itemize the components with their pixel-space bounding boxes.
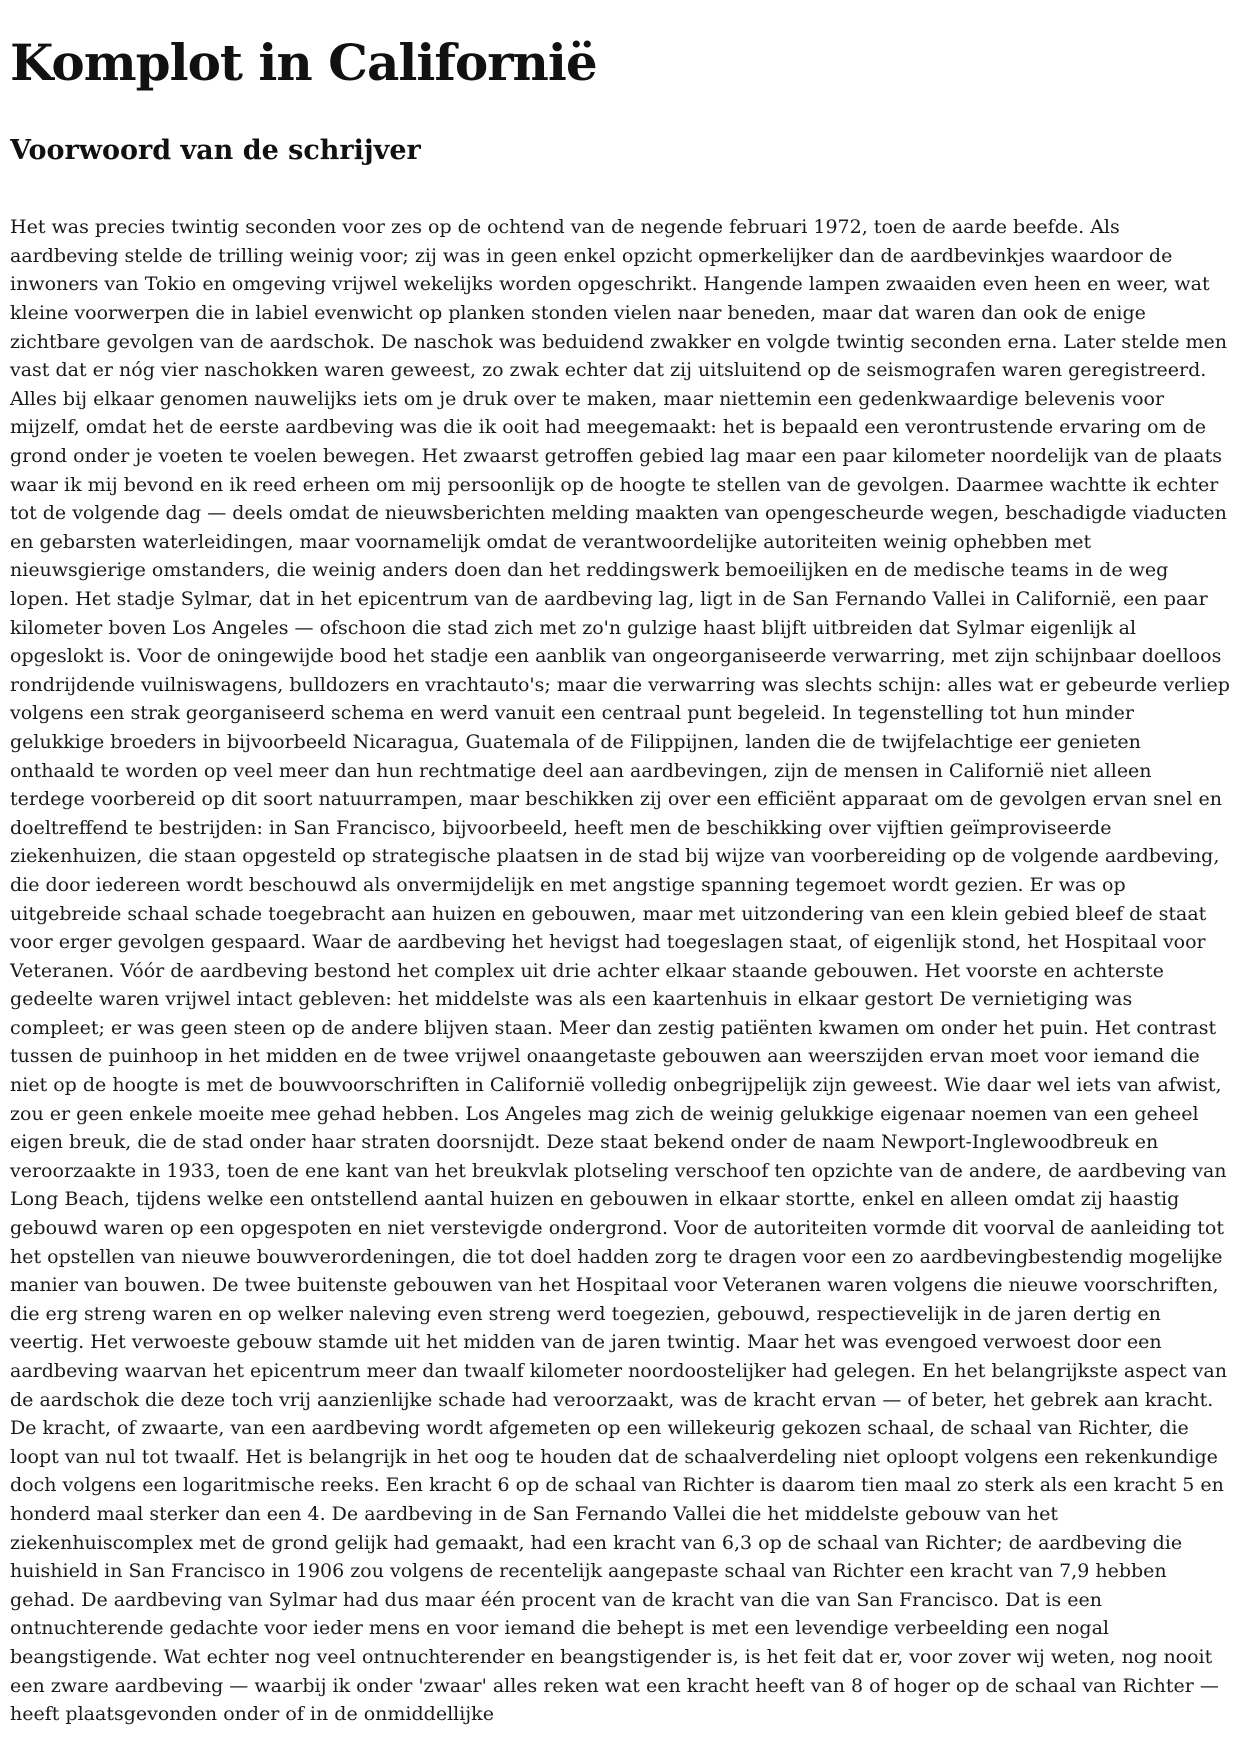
page-title: Komplot in Californië	[10, 33, 597, 92]
body-paragraph: Het was precies twintig seconden voor zes op de ochtend van de negende februari 1972, toen de aarde beefde. Als aardbeving stelde de trilling weinig voor; zij was in geen enkel opzicht opmerkelijker dan de aardbevinkjes waardoor de inwoners van Tokio en omgeving vrijwel wekelijks worden opgeschrikt. Hangende lampen zwaaiden even heen en weer, wat kleine voorwerpen die in labiel evenwicht op planken stonden vielen naar beneden, maar dat waren dan ook de enige zichtbare gevolgen van de aardschok. De naschok was beduidend zwakker en volgde twintig seconden erna. Later stelde men vast dat er nóg vier naschokken waren geweest, zo zwak echter dat zij uitsluitend op de seismografen waren geregistreerd. Alles bij elkaar genomen nauwelijks iets om je druk over te maken, maar niettemin een gedenkwaardige belevenis voor mijzelf, omdat het de eerste aardbeving was die ik ooit had meegemaakt: het is bepaald een verontrustende ervaring om de grond onder je voeten te voelen bewegen. Het zwaarst getroffen gebied lag maar een paar kilometer noordelijk van de plaats waar ik mij bevond en ik reed erheen om mij persoonlijk op de hoogte te stellen van de gevolgen. Daarmee wachtte ik echter tot de volgende dag — deels omdat de nieuwsberichten melding maakten van opengescheurde wegen, beschadigde viaducten en gebarsten waterleidingen, maar voornamelijk omdat de verantwoordelijke autoriteiten weinig ophebben met nieuwsgierige omstanders, die weinig anders doen dan het reddingswerk bemoeilijken en de medische teams in de weg lopen. Het stadje Sylmar, dat in het epicentrum van de aardbeving lag, ligt in de San Fernando Vallei in Californië, een paar kilometer boven Los Angeles — ofschoon die stad zich met zo'n gulzige haast blijft uitbreiden dat Sylmar eigenlijk al opgeslokt is. Voor de oningewijde bood het stadje een aanblik van ongeorganiseerde verwarring, met zijn schijnbaar doelloos rondrijdende vuilniswagens, bulldozers en vrachtauto's; maar die verwarring was slechts schijn: alles wat er gebeurde verliep volgens een strak georganiseerd schema en werd vanuit een centraal punt begeleid. In tegenstelling tot hun minder gelukkige broeders in bijvoorbeeld Nicaragua, Guatemala of de Filippijnen, landen die de twijfelachtige eer genieten onthaald te worden op veel meer dan hun rechtmatige deel aan aardbevingen, zijn de mensen in Californië niet alleen terdege voorbereid op dit soort natuurrampen, maar beschikken zij over een efficiënt apparaat om de gevolgen ervan snel en doeltreffend te bestrijden: in San Francisco, bijvoorbeeld, heeft men de beschikking over vijftien geïmproviseerde ziekenhuizen, die staan opgesteld op strategische plaatsen in de stad bij wijze van voorbereiding op de volgende aardbeving, die door iedereen wordt beschouwd als onvermijdelijk en met angstige spanning tegemoet wordt gezien. Er was op uitgebreide schaal schade toegebracht aan huizen en gebouwen, maar met uitzondering van een klein gebied bleef de staat voor erger gevolgen gespaard. Waar de aardbeving het hevigst had toegeslagen staat, of eigenlijk stond, het Hospitaal voor Veteranen. Vóór de aardbeving bestond het complex uit drie achter elkaar staande gebouwen. Het voorste en achterste gedeelte waren vrijwel intact gebleven: het middelste was als een kaartenhuis in elkaar gestort De vernietiging was compleet; er was geen steen op de andere blijven staan. Meer dan zestig patiënten kwamen om onder het puin. Het contrast tussen de puinhoop in het midden en de twee vrijwel onaangetaste gebouwen aan weerszijden ervan moet voor iemand die niet op de hoogte is met de bouwvoorschriften in Californië volledig onbegrijpelijk zijn geweest. Wie daar wel iets van afwist, zou er geen enkele moeite mee gehad hebben. Los Angeles mag zich de weinig gelukkige eigenaar noemen van een geheel eigen breuk, die de stad onder haar straten doorsnijdt. Deze staat bekend onder de naam Newport-Inglewoodbreuk en veroorzaakte in 1933, toen de ene kant van het breukvlak plotseling verschoof ten opzichte van de andere, de aardbeving van Long Beach, tijdens welke een ontstellend aantal huizen en gebouwen in elkaar stortte, enkel en alleen omdat zij haastig gebouwd waren op een opgespoten en niet verstevigde ondergrond. Voor de autoriteiten vormde dit voorval de aanleiding tot het opstellen van nieuwe bouwverordeningen, die tot doel hadden zorg te dragen voor een zo aardbevingbestendig mogelijke manier van bouwen. De twee buitenste gebouwen van het Hospitaal voor Veteranen waren volgens die nieuwe voorschriften, die erg streng waren en op welker naleving even streng werd toegezien, gebouwd, respectievelijk in de jaren dertig en veertig. Het verwoeste gebouw stamde uit het midden van de jaren twintig. Maar het was evengoed verwoest door een aardbeving waarvan het epicentrum meer dan twaalf kilometer noordoostelijker had gelegen. En het belangrijkste aspect van de aardschok die deze toch vrij aanzienlijke schade had veroorzaakt, was de kracht ervan — of beter, het gebrek aan kracht. De kracht, of zwaarte, van een aardbeving wordt afgemeten op een willekeurig gekozen schaal, de schaal van Richter, die loopt van nul tot twaalf. Het is belangrijk in het oog te houden dat de schaalverdeling niet oploopt volgens een rekenkundige doch volgens een logaritmische reeks. Een kracht 6 op de schaal van Richter is daarom tien maal zo sterk als een kracht 5 en honderd maal sterker dan een 4. De aardbeving in de San Fernando Vallei die het middelste gebouw van het ziekenhuiscomplex met de grond gelijk had gemaakt, had een kracht van 6,3 op de schaal van Richter; de aardbeving die huishield in San Francisco in 1906 zou volgens de recentelijk aangepaste schaal van Richter een kracht van 7,9 hebben gehad. De aardbeving van Sylmar had dus maar één procent van de kracht van die van San Francisco. Dat is een ontnuchterende gedachte voor ieder mens en voor iemand die behept is met een levendige verbeelding een nogal beangstigende. Wat echter nog veel ontnuchterender en beangstigender is, is het feit dat er, voor zover wij weten, nog nooit een zware aardbeving — waarbij ik onder 'zwaar' alles reken wat een kracht heeft van 8 of hoger op de schaal van Richter — heeft plaatsgevonden onder of in de onmiddellijke	[10, 216, 1230, 1726]
section-heading: Voorwoord van de schrijver	[10, 134, 421, 166]
